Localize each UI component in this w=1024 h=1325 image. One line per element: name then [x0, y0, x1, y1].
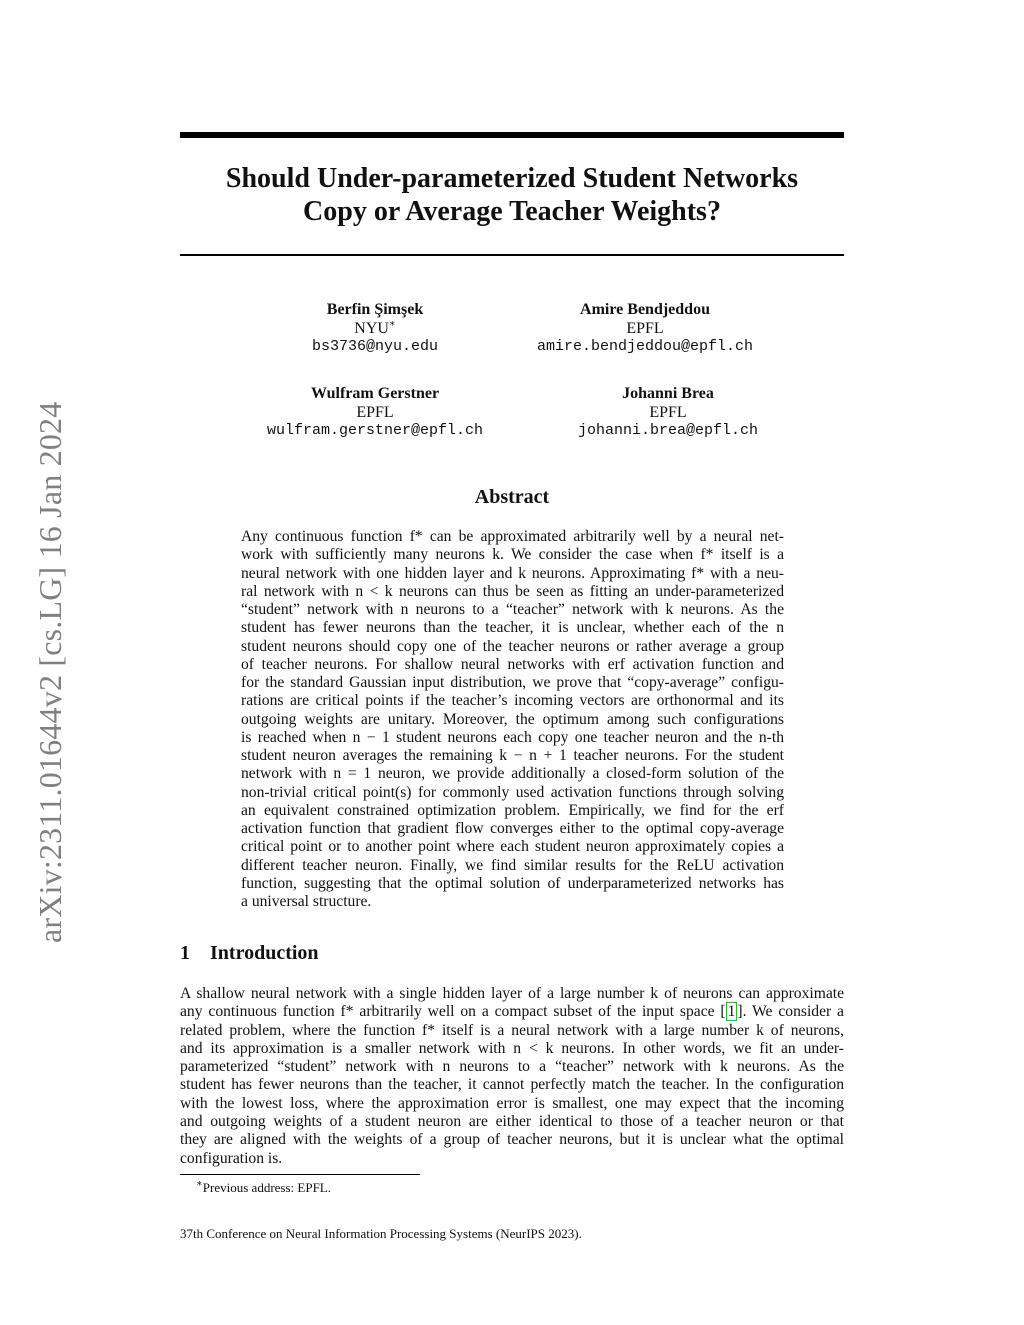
- footnote-mark: ∗: [196, 1178, 203, 1190]
- author-affiliation: EPFL: [356, 403, 394, 421]
- paper-title: [180, 162, 844, 228]
- introduction-body: [180, 985, 844, 1168]
- author-email[interactable]: bs3736@nyu.edu: [311, 338, 439, 355]
- abstract-line: non-trivial critical point(s) for commonly used activation functions through solving: [241, 783, 784, 801]
- abstract-body: [241, 528, 784, 911]
- intro-line: and its approximation is a smaller network with n < k neurons. In other words, we fit an under-: [180, 1039, 844, 1057]
- abstract-line: “student” network with n neurons to a “teacher” network with k neurons. As the: [241, 601, 784, 618]
- abstract-line: Any continuous function f* can be approximated arbitrarily well by a neural net-: [241, 528, 784, 545]
- footnote: [196, 1180, 331, 1196]
- author-block: [512, 301, 778, 357]
- author-email[interactable]: amire.bendjeddou@epfl.ch: [536, 338, 754, 355]
- author-name: Berfin Şimşek: [326, 301, 424, 318]
- footnote-text: Previous address: EPFL.: [202, 1180, 331, 1195]
- abstract-line: work with sufficiently many neurons k. We consider the case when f* itself is a: [241, 546, 784, 564]
- footnote-rule: [180, 1174, 420, 1175]
- footnote-mark: ∗: [388, 318, 396, 330]
- intro-line: related problem, where the function f* itself is a neural network with a large number k of neurons,: [180, 1021, 844, 1039]
- abstract-line: ral network with n < k neurons can thus be seen as fitting an under-parameterized: [241, 582, 784, 600]
- title-bottom-rule: [180, 254, 844, 256]
- author-block: [540, 385, 796, 441]
- abstract-line: outgoing weights are unitary. Moreover, the optimum among such configurations: [241, 710, 784, 728]
- title-line: Should Under-parameterized Student Networks: [225, 163, 799, 194]
- abstract-line: activation function that gradient flow converges either to the optimal copy-average: [241, 820, 784, 837]
- abstract-line: an equivalent constrained optimization problem. Empirically, we find for the erf: [241, 801, 784, 819]
- section-number: 1: [180, 942, 190, 964]
- author-name: Wulfram Gerstner: [310, 385, 440, 402]
- abstract-line: different teacher neuron. Finally, we find similar results for the ReLU activation: [241, 856, 784, 874]
- abstract-line: of teacher neurons. For shallow neural networks with erf activation function and: [241, 655, 784, 673]
- title-top-rule: [180, 132, 844, 138]
- section-heading-introduction: [180, 942, 319, 965]
- author-affiliation: NYU∗: [354, 318, 396, 337]
- intro-line: they are aligned with the weights of a group of teacher neurons, but it is unclear what the optimal: [180, 1131, 844, 1149]
- abstract-line: a universal structure.: [241, 893, 372, 910]
- abstract-line: student neurons should copy one of the teacher neurons or rather average a group: [241, 637, 784, 655]
- arxiv-identifier: arXiv:2311.01644v2 [cs.LG] 16 Jan 2024: [32, 401, 68, 943]
- abstract-line: is reached when n − 1 student neurons each copy one teacher neuron and the n-th: [241, 728, 784, 746]
- author-name: Johanni Brea: [622, 385, 714, 402]
- abstract-line: rations are critical points if the teacher’s incoming vectors are orthonormal and its: [241, 692, 784, 710]
- abstract-line: critical point or to another point where each student neuron approximately copies a: [241, 838, 784, 856]
- intro-line: and outgoing weights of a student neuron are either identical to those of a teacher neuron or that: [180, 1113, 844, 1131]
- author-email[interactable]: wulfram.gerstner@epfl.ch: [266, 422, 484, 439]
- author-name: Amire Bendjeddou: [580, 301, 710, 318]
- abstract-line: student has fewer neurons than the teacher, it is unclear, whether each of the n: [241, 619, 784, 637]
- abstract-line: network with n = 1 neuron, we provide additionally a closed-form solution of the: [241, 765, 784, 783]
- intro-line: A shallow neural network with a single hidden layer of a large number k of neurons can approximate: [180, 985, 844, 1002]
- abstract-line: function, suggesting that the optimal solution of underparameterized networks has: [241, 874, 784, 892]
- intro-line: with the lowest loss, where the approximation error is smallest, one may expect that the incoming: [180, 1094, 844, 1112]
- intro-line: configuration is.: [180, 1149, 283, 1167]
- abstract-line: for the standard Gaussian input distribution, we prove that “copy-average” configu-: [241, 674, 784, 691]
- author-affiliation: EPFL: [626, 319, 664, 337]
- author-block: [246, 385, 504, 441]
- intro-line: any continuous function f* arbitrarily well on a compact subset of the input space [ 1 ]. We consider a: [180, 1003, 844, 1021]
- author-email[interactable]: johanni.brea@epfl.ch: [577, 422, 759, 439]
- author-affiliation: EPFL: [649, 403, 687, 421]
- author-block: [260, 301, 490, 357]
- conference-note: 37th Conference on Neural Information Processing Systems (NeurIPS 2023).: [180, 1226, 582, 1241]
- intro-line: student has fewer neurons than the teacher, it cannot perfectly match the teacher. In the configuration: [180, 1076, 844, 1094]
- title-line: Copy or Average Teacher Weights?: [303, 196, 721, 227]
- intro-line: parameterized “student” network with n neurons to a “teacher” network with k neurons. As the: [180, 1058, 844, 1076]
- abstract-line: neural network with one hidden layer and k neurons. Approximating f* with a neu-: [241, 564, 784, 582]
- section-title: Introduction: [210, 942, 319, 964]
- citation-link[interactable]: 1: [727, 1003, 736, 1021]
- abstract-line: student neuron averages the remaining k − n + 1 teacher neurons. For the student: [241, 747, 784, 764]
- abstract-heading: Abstract: [474, 486, 550, 508]
